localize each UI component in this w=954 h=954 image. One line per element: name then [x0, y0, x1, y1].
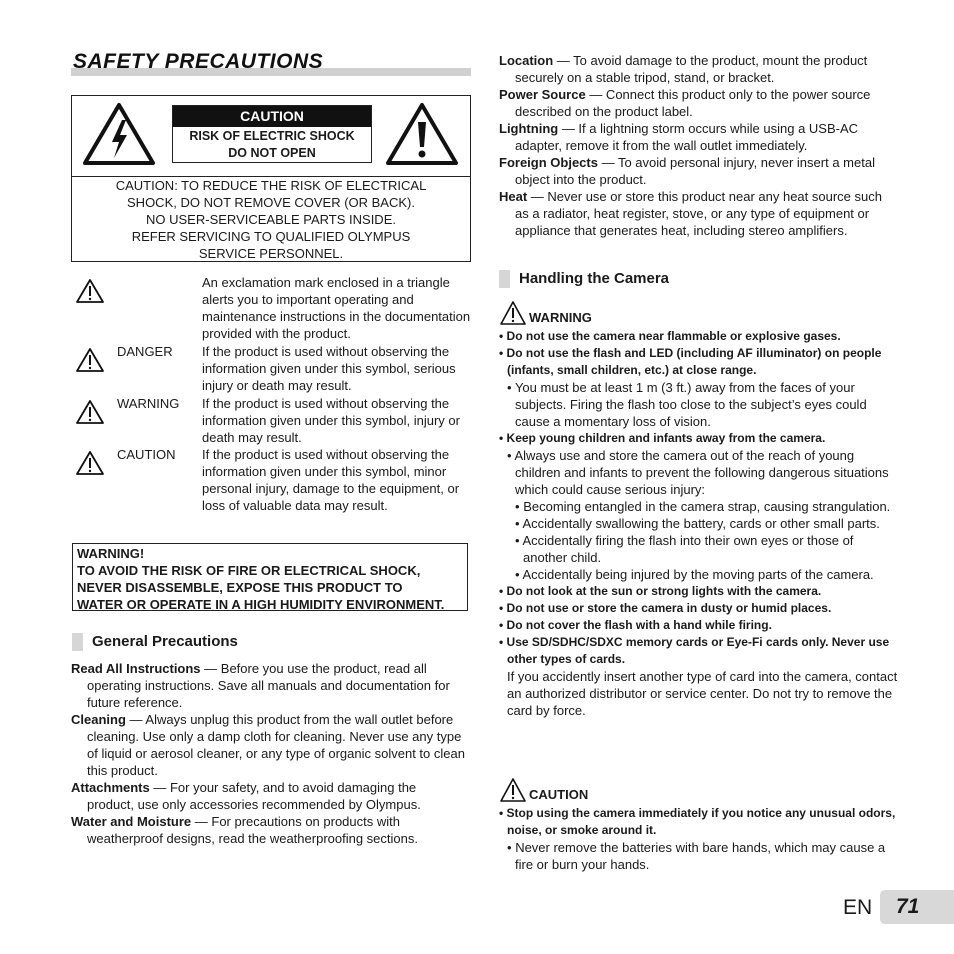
symbol-row-warning [71, 395, 471, 447]
title-text: SAFETY PRECAUTIONS [73, 50, 324, 73]
precaution-term: Lightning [499, 121, 559, 136]
warning-item [499, 617, 899, 634]
danger-triangle-icon [75, 347, 105, 373]
warning-text: Do not cover the flash with a hand while firing. [506, 618, 772, 632]
symbol-text: If the product is used without observing the information given under this symbol, minor personal injury, damage to the equipment, or loss of valuable data may result. [202, 447, 460, 513]
warning-subitem [499, 447, 899, 498]
precaution-term: Foreign Objects [499, 155, 598, 170]
precaution-item [71, 711, 466, 779]
precaution-text: — To avoid personal injury, never insert a metal object into the product. [515, 155, 875, 187]
symbol-label: DANGER [117, 344, 173, 359]
precaution-item [499, 52, 899, 86]
precaution-text: — For your safety, and to avoid damaging the product, use only accessories recommended by Olympus. [87, 780, 421, 812]
symbol-text: An exclamation mark enclosed in a triangle alerts you to important operating and maintenance instructions in the documentation provided with the product. [202, 275, 471, 341]
lightning-triangle-icon [82, 102, 156, 166]
symbol-row-caution [71, 446, 471, 532]
warning-text: Do not use the flash and LED (including AF illuminator) on people (infants, small children, etc.) at close range. [506, 346, 882, 377]
section-heading-text: General Precautions [92, 633, 238, 650]
exclamation-triangle-icon [385, 102, 459, 166]
precaution-term: Water and Moisture [71, 814, 192, 829]
shock-box-line: NO USER-SERVICEABLE PARTS INSIDE. [146, 212, 396, 227]
bullet: • [499, 346, 504, 360]
warning-subsubtext: Accidentally being injured by the moving parts of the camera. [522, 567, 874, 582]
shock-box-line: SHOCK, DO NOT REMOVE COVER (OR BACK). [127, 195, 415, 210]
warning-label: WARNING [529, 310, 592, 325]
precaution-term: Cleaning [71, 712, 126, 727]
precaution-item [71, 660, 466, 711]
general-precautions-list [71, 660, 466, 847]
bullet: • [507, 380, 512, 395]
section-marker [499, 270, 510, 288]
bullet: • [515, 499, 520, 514]
warning-subsubtext: Accidentally firing the flash into their own eyes or those of another child. [522, 533, 854, 565]
section-heading-general [72, 633, 452, 651]
precaution-term: Heat [499, 189, 528, 204]
bullet: • [499, 601, 504, 615]
caution-triangle-icon [499, 777, 527, 803]
shock-box-line: SERVICE PERSONNEL. [198, 246, 344, 261]
language-code: EN [843, 896, 873, 919]
shock-box-line: CAUTION: TO REDUCE THE RISK OF ELECTRICAL [115, 178, 427, 193]
precaution-text: — Always unplug this product from the wall outlet before cleaning. Use only a damp cloth for cleaning. Never use any type of liquid or aerosol cleaner, or any type of organic solvent to clean this product. [87, 712, 465, 778]
page-title [71, 50, 471, 76]
shock-box-top [72, 96, 470, 177]
caution-label-plate [172, 105, 372, 163]
caution-subtext: Never remove the batteries with bare hands, which may cause a fire or burn your hands. [515, 840, 886, 872]
bullet: • [515, 516, 520, 531]
precaution-text: — Never use or store this product near any heat source such as a radiator, heat register, stove, or any type of equipment or appliance that generates heat, including stereo amplifiers. [515, 189, 882, 238]
bullet: • [515, 567, 520, 582]
warning-text: Keep young children and infants away from the camera. [506, 431, 826, 445]
precaution-term: Attachments [71, 780, 150, 795]
warning-subheading [499, 300, 699, 328]
warning-subsubitem [499, 515, 899, 532]
caution-label-line1: RISK OF ELECTRIC SHOCK [189, 129, 355, 143]
symbol-label: WARNING [117, 396, 180, 411]
warning-triangle-icon [75, 278, 105, 304]
precaution-text: — For precautions on products with weatherproof designs, read the weatherproofing sections. [87, 814, 418, 846]
caution-label-line2: DO NOT OPEN [228, 146, 316, 160]
bullet: • [499, 635, 504, 649]
precaution-item [71, 779, 466, 813]
bullet: • [499, 584, 504, 598]
fire-warning-box [72, 543, 468, 611]
warning-subsubitem [499, 498, 899, 515]
caution-label-body [173, 127, 371, 162]
bullet: • [507, 840, 512, 855]
warning-subtext: Always use and store the camera out of the reach of young children and infants to prevent the following dangerous situations which could cause serious injury: [514, 448, 889, 497]
warning-item [499, 600, 899, 617]
caution-subitem [499, 839, 899, 873]
warning-item [499, 328, 899, 345]
precaution-text: — Connect this product only to the power source described on the product label. [515, 87, 871, 119]
symbol-row-exclamation [71, 274, 471, 342]
fire-warning-line: TO AVOID THE RISK OF FIRE OR ELECTRICAL SHOCK, [77, 563, 421, 578]
warning-triangle-icon [75, 399, 105, 425]
warning-text: Do not use the camera near flammable or explosive gases. [506, 329, 841, 343]
section-heading-handling [499, 270, 879, 288]
section-heading-text: Handling the Camera [519, 270, 670, 287]
warning-subtext: You must be at least 1 m (3 ft.) away from the faces of your subjects. Firing the flash too close to the subject’s eyes could cause a momentary loss of vision. [514, 380, 867, 429]
precaution-item [499, 154, 899, 188]
precaution-text: — If a lightning storm occurs while using a USB-AC adapter, remove it from the wall outlet immediately. [515, 121, 859, 153]
bullet: • [507, 448, 512, 463]
shock-box-line: REFER SERVICING TO QUALIFIED OLYMPUS [131, 229, 411, 244]
fire-warning-line: WATER OR OPERATE IN A HIGH HUMIDITY ENVIRONMENT. [77, 597, 445, 612]
fire-warning-line: WARNING! [77, 546, 145, 561]
precaution-text: — To avoid damage to the product, mount the product securely on a stable tripod, stand, or bracket. [515, 53, 868, 85]
caution-subheading [499, 777, 699, 805]
precaution-item [71, 813, 466, 847]
symbol-label: CAUTION [117, 447, 176, 462]
warning-text: Use SD/SDHC/SDXC memory cards or Eye-Fi cards only. Never use other types of cards. [506, 635, 890, 666]
right-precautions-list [499, 52, 899, 239]
bullet: • [515, 533, 520, 548]
caution-item [499, 805, 899, 839]
shock-box-text [72, 177, 470, 262]
section-marker [72, 633, 83, 651]
precaution-item [499, 188, 899, 239]
bullet: • [499, 618, 504, 632]
caution-label: CAUTION [529, 787, 589, 802]
caution-text: Stop using the camera immediately if you notice any unusual odors, noise, or smoke around it. [506, 806, 896, 837]
caution-triangle-icon [75, 450, 105, 476]
precaution-term: Location [499, 53, 554, 68]
symbol-text: If the product is used without observing the information given under this symbol, serious injury or death may result. [202, 344, 456, 393]
symbol-text: If the product is used without observing the information given under this symbol, injury or death may result. [202, 396, 460, 445]
warning-text: Do not use or store the camera in dusty or humid places. [506, 601, 832, 615]
warning-subsubtext: Becoming entangled in the camera strap, causing strangulation. [523, 499, 891, 514]
bullet: • [499, 329, 504, 343]
warning-item [499, 583, 899, 600]
warning-triangle-icon [499, 300, 527, 326]
warning-note: If you accidently insert another type of card into the camera, contact an authorized distributor or service center. Do not try to remove the card by force. [507, 669, 898, 718]
symbol-row-danger [71, 343, 471, 395]
precaution-text: — Before you use the product, read all operating instructions. Save all manuals and documentation for future reference. [87, 661, 450, 710]
warning-item [499, 430, 899, 447]
warning-item [499, 345, 899, 379]
handling-warning-list [499, 328, 899, 719]
bullet: • [499, 806, 504, 820]
precaution-item [499, 120, 899, 154]
caution-label-header: CAUTION [173, 106, 371, 127]
fire-warning-line: NEVER DISASSEMBLE, EXPOSE THIS PRODUCT TO [77, 580, 403, 595]
warning-subitem [499, 379, 899, 430]
precaution-term: Read All Instructions [71, 661, 201, 676]
bullet: • [499, 431, 504, 445]
precaution-term: Power Source [499, 87, 586, 102]
warning-item [499, 634, 899, 668]
precaution-item [499, 86, 899, 120]
electric-shock-warning-box [71, 95, 471, 262]
warning-text: Do not look at the sun or strong lights with the camera. [506, 584, 822, 598]
warning-subsubitem [499, 532, 899, 566]
warning-subsubitem [499, 566, 899, 583]
page-number: 71 [896, 895, 920, 918]
warning-subsubtext: Accidentally swallowing the battery, cards or other small parts. [522, 516, 880, 531]
handling-caution-list [499, 805, 899, 873]
